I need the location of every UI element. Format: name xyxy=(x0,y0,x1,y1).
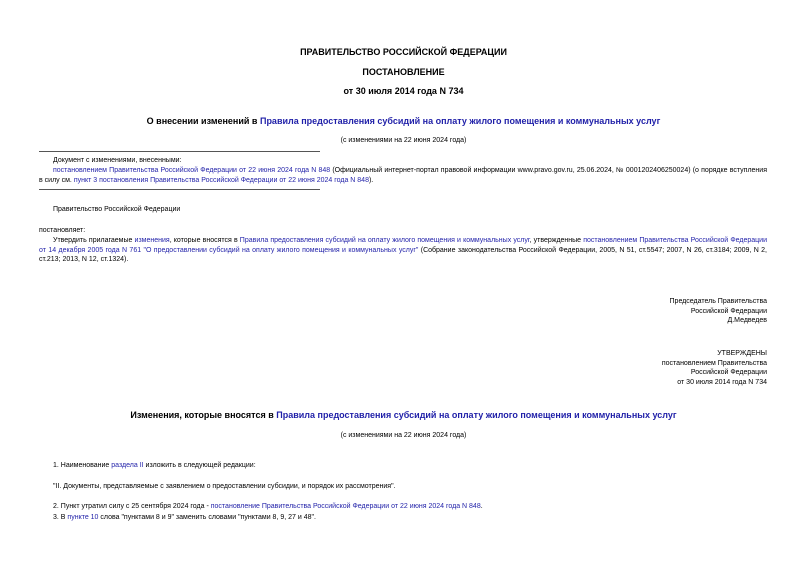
item2-end: . xyxy=(480,503,483,510)
document-type: ПОСТАНОВЛЕНИЕ xyxy=(362,67,445,77)
changes-revision-note: (с изменениями на 22 июня 2024 года) xyxy=(340,432,467,439)
changes-title-prefix: Изменения, которые вносятся в xyxy=(130,410,277,420)
signature-line3: Д.Медведев xyxy=(727,317,767,324)
para-mid2: , утвержденные xyxy=(529,237,584,244)
repeal-decree-link[interactable]: постановление Правительства Российской Федерации от 22 июня 2024 года N 848 xyxy=(210,503,481,510)
changes-label: Документ с изменениями, внесенными: xyxy=(53,157,182,164)
changes-link[interactable]: изменения xyxy=(134,237,170,244)
approval-line4: от 30 июля 2014 года N 734 xyxy=(677,378,767,386)
section-2-link[interactable]: раздела II xyxy=(111,462,144,469)
approval-line3: Российской Федерации xyxy=(690,369,767,376)
changes-text2: ). xyxy=(368,176,374,184)
rules-link[interactable]: Правила предоставления субсидий на оплату жилого помещения и коммунальных услуг xyxy=(239,237,530,244)
item1-end: изложить в следующей редакции: xyxy=(143,462,256,469)
revision-note: (с изменениями на 22 июня 2024 года) xyxy=(340,137,467,144)
para-start: Утвердить прилагаемые xyxy=(53,237,135,244)
item2-start: 2. Пункт утратил силу с 25 сентября 2024 года - xyxy=(53,503,211,510)
item-2 xyxy=(53,502,483,512)
document-title xyxy=(0,116,807,126)
item1-start: 1. Наименование xyxy=(53,462,112,469)
changes-sources xyxy=(39,166,767,185)
divider-top xyxy=(39,151,320,152)
point-10-link[interactable]: пункте 10 xyxy=(67,514,99,521)
main-paragraph xyxy=(39,236,767,265)
approval-block xyxy=(467,349,767,387)
issuing-authority: Правительство Российской Федерации xyxy=(53,206,181,213)
decree-word: постановляет: xyxy=(39,227,86,234)
item3-end: слова "пунктами 8 и 9" заменить словами "пунктами 8, 9, 27 и 48". xyxy=(98,514,316,521)
amending-decree-link[interactable]: постановлением Правительства Российской Федерации от 22 июня 2024 года N 848 xyxy=(53,167,331,174)
para-mid1: , которые вносятся в xyxy=(169,237,240,244)
document-date: от 30 июля 2014 года N 734 xyxy=(343,86,464,96)
para-end: (Собрание законодательства Российской Федерации, 2005, N 51, ст.5547; 2007, N 26, ст.3184; 2009, N 2, ст.213; 2013, N 12, ст.1324). xyxy=(39,246,767,263)
section-quote: "II. Документы, представляемые с заявлением о предоставлении субсидии, и порядок их рассмотрения". xyxy=(53,483,396,490)
item-1 xyxy=(53,461,256,471)
approval-line1: УТВЕРЖДЕНЫ xyxy=(717,350,767,357)
changes-text1: (Официальный интернет-портал правовой информации www.pravo.gov.ru, 25.06.2024, № 0001202406250024) (о порядке вступления в силу см. xyxy=(39,167,767,184)
approval-line2: постановлением Правительства xyxy=(661,359,767,367)
effective-date-link[interactable]: пункт 3 постановления Правительства Российской Федерации от 22 июня 2024 года N 848 xyxy=(73,176,369,184)
decree-761-link[interactable]: постановлением Правительства Российской Федерации от 14 декабря 2005 года N 761 "О предоставлении субсидий на оплату жилого помещения и коммунальных услуг" xyxy=(39,237,767,254)
changes-title-link[interactable]: Правила предоставления субсидий на оплату жилого помещения и коммунальных услуг xyxy=(276,410,677,420)
item-3 xyxy=(53,513,316,523)
divider-bottom xyxy=(39,189,320,190)
title-rules-link[interactable]: Правила предоставления субсидий на оплату жилого помещения и коммунальных услуг xyxy=(259,116,661,126)
title-prefix: О внесении изменений в xyxy=(146,116,260,126)
signature-block xyxy=(467,297,767,326)
signature-line2: Российской Федерации xyxy=(690,307,767,315)
government-heading: ПРАВИТЕЛЬСТВО РОССИЙСКОЙ ФЕДЕРАЦИИ xyxy=(300,47,507,57)
signature-line1: Председатель Правительства xyxy=(669,298,767,305)
changes-title xyxy=(0,410,807,420)
item3-start: 3. В xyxy=(53,514,68,521)
